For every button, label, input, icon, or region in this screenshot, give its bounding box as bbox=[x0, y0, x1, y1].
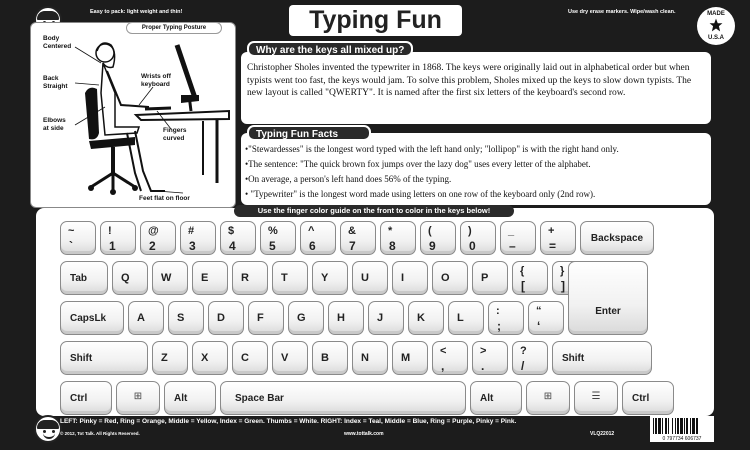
key-char: ` bbox=[69, 239, 73, 253]
key-char: , bbox=[441, 359, 445, 373]
key-c[interactable] bbox=[232, 341, 268, 375]
key-space-bar[interactable] bbox=[220, 381, 466, 415]
key-label: Backspace bbox=[590, 233, 644, 244]
facts-panel bbox=[241, 133, 711, 205]
key-letter: T bbox=[281, 272, 288, 284]
key-0[interactable] bbox=[460, 221, 496, 255]
key-e[interactable] bbox=[192, 261, 228, 295]
key-windows[interactable] bbox=[526, 381, 570, 415]
key-label: Alt bbox=[480, 393, 494, 404]
posture-heading: Proper Typing Posture bbox=[126, 22, 222, 34]
key-char: ] bbox=[561, 279, 565, 293]
label-wrists: Wrists off keyboard bbox=[141, 73, 171, 88]
key-shift[interactable] bbox=[552, 341, 652, 375]
key-letter: M bbox=[401, 352, 411, 364]
key-shift-char: ^ bbox=[308, 225, 315, 237]
key-label: Tab bbox=[70, 273, 88, 284]
key-letter: Y bbox=[321, 272, 329, 284]
key-menu[interactable] bbox=[574, 381, 618, 415]
key-h[interactable] bbox=[328, 301, 364, 335]
menu-icon: ☰ bbox=[591, 391, 601, 402]
key-shift-char: ! bbox=[108, 225, 112, 237]
key-label: Alt bbox=[174, 393, 188, 404]
page-title: Typing Fun bbox=[289, 5, 462, 36]
key-char: 4 bbox=[229, 239, 236, 253]
key-u[interactable] bbox=[352, 261, 388, 295]
key-letter: L bbox=[457, 312, 464, 324]
key-y[interactable] bbox=[312, 261, 348, 295]
key-char: 8 bbox=[389, 239, 396, 253]
key-letter: F bbox=[257, 312, 264, 324]
key-label: Ctrl bbox=[70, 393, 88, 404]
key-letter: G bbox=[297, 312, 306, 324]
key-[interactable] bbox=[540, 221, 576, 255]
key-k[interactable] bbox=[408, 301, 444, 335]
barcode bbox=[650, 416, 714, 442]
key-q[interactable] bbox=[112, 261, 148, 295]
key-letter: N bbox=[361, 352, 369, 364]
key-tab[interactable] bbox=[60, 261, 108, 295]
key-char: 0 bbox=[469, 239, 476, 253]
key-shift-char: + bbox=[548, 225, 555, 237]
key-v[interactable] bbox=[272, 341, 308, 375]
key-char: [ bbox=[521, 279, 525, 293]
key-5[interactable] bbox=[260, 221, 296, 255]
key-letter: J bbox=[377, 312, 384, 324]
key-[interactable] bbox=[528, 301, 564, 335]
key-char: = bbox=[549, 239, 557, 253]
key-letter: I bbox=[401, 272, 405, 284]
key-[interactable] bbox=[472, 341, 508, 375]
key-letter: X bbox=[201, 352, 209, 364]
key-shift-char: < bbox=[440, 345, 447, 357]
key-letter: B bbox=[321, 352, 329, 364]
label-elbows: Elbows at side bbox=[43, 117, 66, 132]
key-j[interactable] bbox=[368, 301, 404, 335]
key-x[interactable] bbox=[192, 341, 228, 375]
finger-color-guide: LEFT: Pinky = Red, Ring = Orange, Middle = Yellow, Index = Green. Thumbs = White. RIGHT: Index = Teal, Middle = Blue, Ring = Purple, Pinky = Pink. bbox=[60, 418, 517, 425]
key-letter: W bbox=[161, 272, 172, 284]
key-shift-char: # bbox=[188, 225, 195, 237]
barcode-bars-icon bbox=[650, 416, 714, 435]
key-9[interactable] bbox=[420, 221, 456, 255]
key-letter: S bbox=[177, 312, 185, 324]
key-char: 3 bbox=[189, 239, 196, 253]
key-letter: C bbox=[241, 352, 249, 364]
key-windows[interactable] bbox=[116, 381, 160, 415]
key-letter: H bbox=[337, 312, 345, 324]
key-label: Ctrl bbox=[632, 393, 650, 404]
key-char: 1 bbox=[109, 239, 116, 253]
key-backspace[interactable] bbox=[580, 221, 654, 255]
key-ctrl[interactable] bbox=[622, 381, 674, 415]
key-f[interactable] bbox=[248, 301, 284, 335]
key-3[interactable] bbox=[180, 221, 216, 255]
key-shift-char: ) bbox=[468, 225, 472, 237]
key-char: – bbox=[509, 239, 516, 253]
why-panel bbox=[241, 52, 711, 124]
key-letter: Z bbox=[161, 352, 168, 364]
key-shift-char: ? bbox=[520, 345, 527, 357]
key-letter: U bbox=[361, 272, 369, 284]
key-alt[interactable] bbox=[164, 381, 216, 415]
key-i[interactable] bbox=[392, 261, 428, 295]
key-shift-char: _ bbox=[508, 225, 515, 237]
fact-item: •On average, a person's left hand does 56% of the typing. bbox=[245, 174, 452, 184]
key-n[interactable] bbox=[352, 341, 388, 375]
posture-panel bbox=[30, 22, 236, 208]
key-char: 6 bbox=[309, 239, 316, 253]
badge-made-label: MADE bbox=[707, 11, 725, 17]
windows-icon: ⊞ bbox=[543, 391, 553, 402]
key-shift[interactable] bbox=[60, 341, 148, 375]
key-8[interactable] bbox=[380, 221, 416, 255]
key-label: Shift bbox=[70, 353, 93, 364]
key-r[interactable] bbox=[232, 261, 268, 295]
key-letter: V bbox=[281, 352, 289, 364]
facts-heading: Typing Fun Facts bbox=[247, 125, 371, 141]
key-shift-char: $ bbox=[228, 225, 235, 237]
key-label: Enter bbox=[595, 306, 621, 317]
key-d[interactable] bbox=[208, 301, 244, 335]
key-char: 9 bbox=[429, 239, 436, 253]
fact-item: •The sentence: "The quick brown fox jumps over the lazy dog" uses every letter of the alphabet. bbox=[245, 159, 591, 169]
label-back-straight: Back Straight bbox=[43, 75, 68, 90]
key-[interactable] bbox=[512, 261, 548, 295]
key-g[interactable] bbox=[288, 301, 324, 335]
key-[interactable] bbox=[512, 341, 548, 375]
key-label: Space Bar bbox=[235, 393, 284, 404]
key-t[interactable] bbox=[272, 261, 308, 295]
smiley-logo-icon bbox=[34, 415, 62, 443]
key-o[interactable] bbox=[432, 261, 468, 295]
key-1[interactable] bbox=[100, 221, 136, 255]
key-7[interactable] bbox=[340, 221, 376, 255]
key-shift-char: } bbox=[560, 265, 565, 277]
key-shift-char: ~ bbox=[68, 225, 75, 237]
key-char: . bbox=[481, 359, 485, 373]
key-letter: K bbox=[417, 312, 425, 324]
key-b[interactable] bbox=[312, 341, 348, 375]
made-in-usa-badge bbox=[697, 7, 735, 45]
key-shift-char: > bbox=[480, 345, 487, 357]
tagline-right: Use dry erase markers. Wipe/wash clean. bbox=[568, 9, 676, 15]
key-[interactable] bbox=[488, 301, 524, 335]
key-[interactable] bbox=[60, 221, 96, 255]
key-letter: P bbox=[481, 272, 489, 284]
key-letter: A bbox=[137, 312, 145, 324]
key-l[interactable] bbox=[448, 301, 484, 335]
key-char: 7 bbox=[349, 239, 356, 253]
fact-item: •"Stewardesses" is the longest word typed with the left hand only; "lollipop" is with the right hand only. bbox=[245, 144, 619, 154]
key-shift-char: @ bbox=[148, 225, 159, 237]
copyright: © 2012, Tot Talk. All Rights Reserved. bbox=[60, 431, 140, 436]
key-p[interactable] bbox=[472, 261, 508, 295]
key-char: ; bbox=[497, 319, 501, 333]
key-w[interactable] bbox=[152, 261, 188, 295]
tagline-left: Easy to pack: light weight and thin! bbox=[90, 9, 183, 15]
barcode-number: 0 797734 606737 bbox=[662, 436, 702, 442]
key-letter: E bbox=[201, 272, 209, 284]
key-shift-char: : bbox=[496, 305, 500, 317]
why-heading: Why are the keys all mixed up? bbox=[247, 41, 413, 57]
key-ctrl[interactable] bbox=[60, 381, 112, 415]
key-enter[interactable] bbox=[568, 261, 648, 335]
key-shift-char: ( bbox=[428, 225, 432, 237]
key-z[interactable] bbox=[152, 341, 188, 375]
key-char: ‘ bbox=[537, 319, 541, 333]
why-text: Christopher Sholes invented the typewriter in 1868. The keys were originally laid out in alphabetical order but when typists went too fast, the keys would jam. To solve this problem, Sholes mixed up the keys to slow down typists. The new layout is called "QWERTY". It is named after the first six letters of the keyboard's second row. bbox=[247, 63, 692, 99]
website: www.tottalk.com bbox=[344, 431, 384, 437]
key-shift-char: & bbox=[348, 225, 356, 237]
label-body-centered: Body Centered bbox=[43, 35, 72, 50]
key-letter: Q bbox=[121, 272, 130, 284]
key-4[interactable] bbox=[220, 221, 256, 255]
key-2[interactable] bbox=[140, 221, 176, 255]
key-letter: O bbox=[441, 272, 450, 284]
keyboard-heading: Use the finger color guide on the front to color in the keys below! bbox=[234, 205, 514, 217]
key-char: / bbox=[521, 359, 525, 373]
sku: VLQ22012 bbox=[590, 431, 615, 437]
key-shift-char: “ bbox=[536, 305, 542, 317]
key-letter: D bbox=[217, 312, 225, 324]
key-label: CapsLk bbox=[70, 313, 107, 324]
windows-icon: ⊞ bbox=[133, 391, 143, 402]
key-[interactable] bbox=[432, 341, 468, 375]
key-letter: R bbox=[241, 272, 249, 284]
badge-usa-label: U.S.A bbox=[707, 35, 724, 41]
key-m[interactable] bbox=[392, 341, 428, 375]
fact-item: • "Typewriter" is the longest word made using letters on one row of the keyboard only (2nd row). bbox=[245, 189, 596, 199]
key-s[interactable] bbox=[168, 301, 204, 335]
key-label: Shift bbox=[562, 353, 585, 364]
key-alt[interactable] bbox=[470, 381, 522, 415]
label-feet: Feet flat on floor bbox=[139, 195, 190, 202]
key-a[interactable] bbox=[128, 301, 164, 335]
key-6[interactable] bbox=[300, 221, 336, 255]
key-shift-char: % bbox=[268, 225, 278, 237]
key-char: 2 bbox=[149, 239, 156, 253]
key-shift-char: * bbox=[388, 225, 393, 237]
key-char: 5 bbox=[269, 239, 276, 253]
key-[interactable] bbox=[500, 221, 536, 255]
key-capslk[interactable] bbox=[60, 301, 124, 335]
key-shift-char: { bbox=[520, 265, 525, 277]
label-fingers: Fingers curved bbox=[163, 127, 187, 142]
star-icon bbox=[709, 18, 723, 32]
